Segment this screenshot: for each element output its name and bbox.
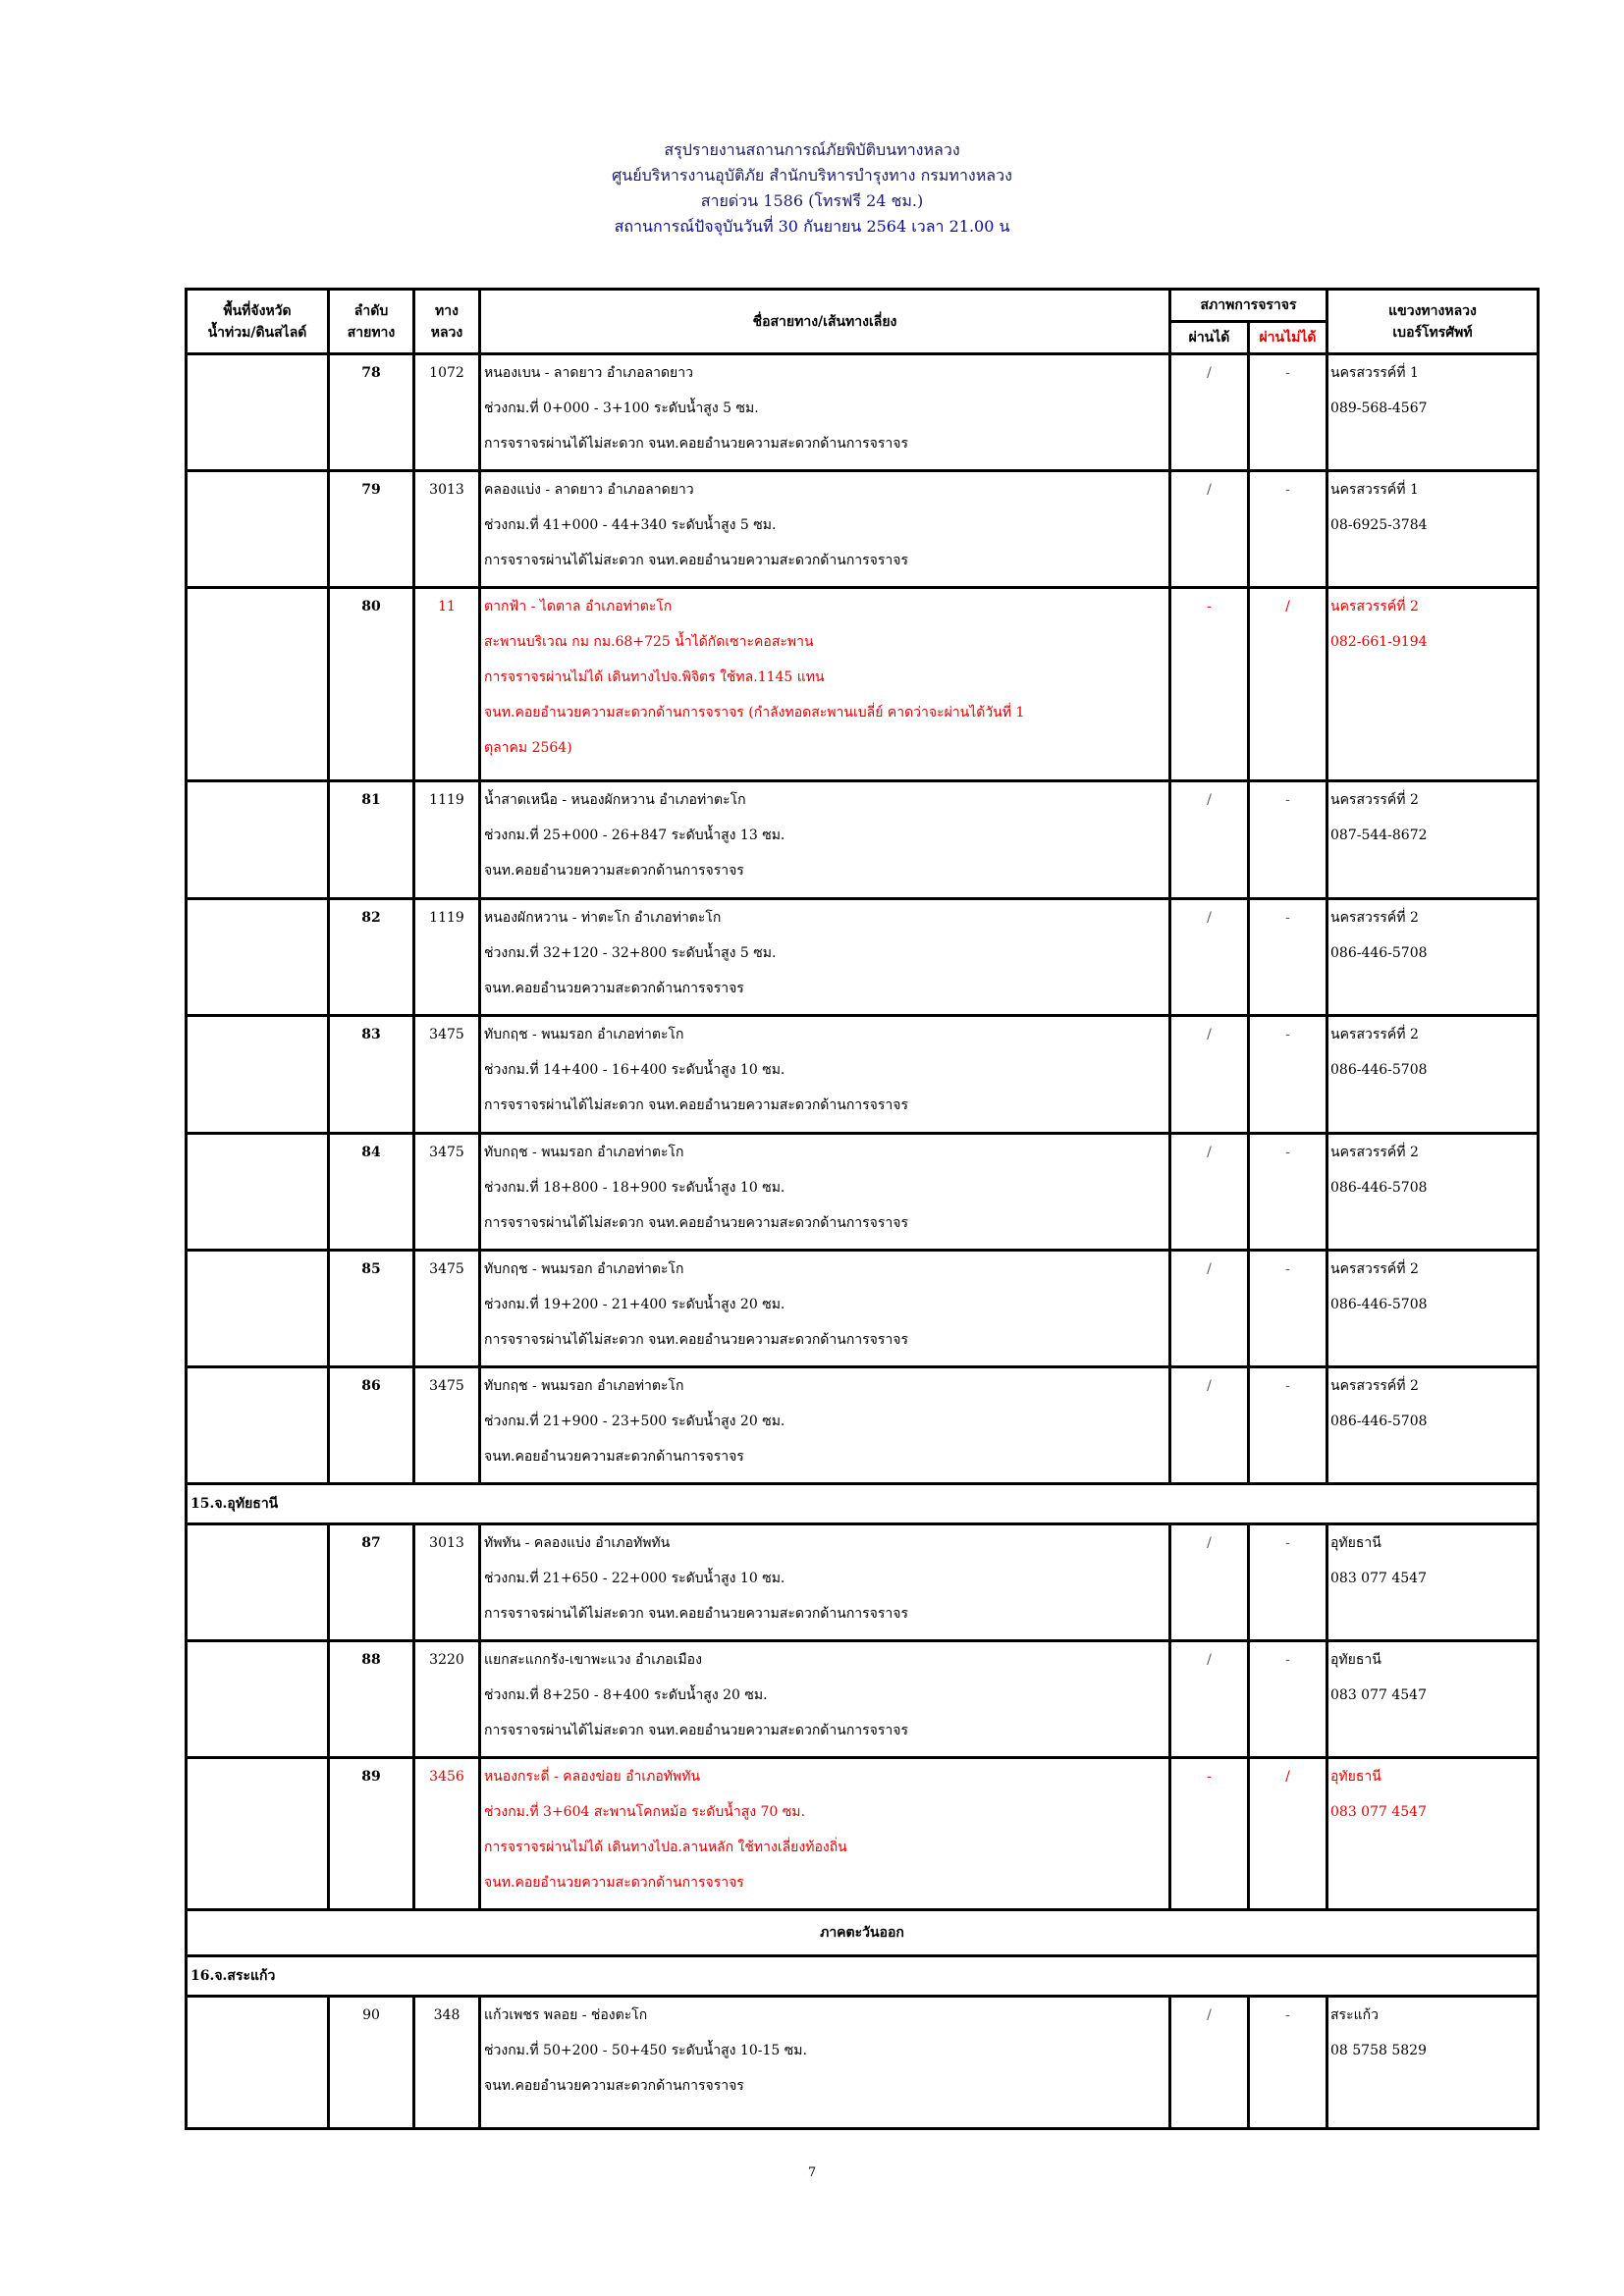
report-organization: ศูนย์บริหารงานอุบัติภัย สำนักบริหารบำรุงทาง กรมทางหลวง: [612, 166, 1012, 185]
cell-highway-number: 3475: [414, 1134, 480, 1251]
page-number: 7: [807, 2165, 817, 2180]
route-description-line: การจราจรผ่านได้ไม่สะดวก จนท.คอยอำนวยความสะดวกด้านการจราจร: [484, 1606, 908, 1622]
table-header-row-1: [187, 290, 1539, 322]
route-description-line: ทับกฤช - พนมรอก อำเภอท่าตะโก: [484, 1378, 684, 1394]
cell-route-description: [480, 1758, 1170, 1910]
province-section-title: 15.จ.อุทัยธานี: [187, 1484, 1539, 1524]
cell-office: [1327, 1367, 1539, 1484]
cell-passable: /: [1170, 1016, 1249, 1134]
cell-passable: /: [1170, 1641, 1249, 1758]
cell-route-description: [480, 588, 1170, 781]
cell-order-number: 84: [329, 1134, 414, 1251]
route-description-line: ช่วงกม.ที่ 50+200 - 50+450 ระดับน้ำสูง 10-15 ซม.: [484, 2043, 807, 2058]
route-description-line: แก้วเพชร พลอย - ช่องตะโก: [484, 2007, 648, 2023]
table-row: [187, 899, 1539, 1016]
cell-highway-number: 3013: [414, 471, 480, 588]
province-section-row: [187, 1956, 1539, 1997]
route-description-line: ช่วงกม.ที่ 21+900 - 23+500 ระดับน้ำสูง 20 ซม.: [484, 1414, 785, 1429]
cell-passable: /: [1170, 1134, 1249, 1251]
office-name: อุทัยธานี: [1330, 1769, 1381, 1785]
cell-office: [1327, 1134, 1539, 1251]
route-description-line: ช่วงกม.ที่ 18+800 - 18+900 ระดับน้ำสูง 10 ซม.: [484, 1180, 785, 1196]
office-name: อุทัยธานี: [1330, 1652, 1381, 1668]
cell-office: [1327, 588, 1539, 781]
region-title: ภาคตะวันออก: [187, 1910, 1539, 1956]
cell-passable: /: [1170, 1367, 1249, 1484]
cell-impassable: -: [1249, 781, 1327, 899]
cell-route-description: [480, 1524, 1170, 1641]
cell-highway-number: 1072: [414, 354, 480, 471]
cell-area: [187, 1641, 329, 1758]
route-description-line: จนท.คอยอำนวยความสะดวกด้านการจราจร: [484, 2078, 744, 2094]
route-description-line: แยกสะแกกรัง-เขาพะแวง อำเภอเมือง: [484, 1652, 702, 1668]
route-description-line: ช่วงกม.ที่ 8+250 - 8+400 ระดับน้ำสูง 20 ซม.: [484, 1687, 768, 1703]
cell-order-number: 87: [329, 1524, 414, 1641]
route-description-line: ช่วงกม.ที่ 21+650 - 22+000 ระดับน้ำสูง 10 ซม.: [484, 1571, 785, 1586]
office-name: นครสวรรค์ที่ 2: [1330, 910, 1419, 926]
route-description-line: จนท.คอยอำนวยความสะดวกด้านการจราจร (กำลังทอดสะพานเบลี่ย์ คาดว่าจะผ่านได้วันที่ 1: [484, 705, 1025, 721]
cell-area: [187, 899, 329, 1016]
cell-impassable: /: [1249, 588, 1327, 781]
cell-route-description: [480, 471, 1170, 588]
cell-highway-number: 3475: [414, 1251, 480, 1367]
cell-highway-number: 3456: [414, 1758, 480, 1910]
cell-area: [187, 1016, 329, 1134]
cell-impassable: -: [1249, 1016, 1327, 1134]
route-description-line: ช่วงกม.ที่ 19+200 - 21+400 ระดับน้ำสูง 20 ซม.: [484, 1297, 785, 1312]
cell-impassable: -: [1249, 1251, 1327, 1367]
road-status-table: [185, 288, 1540, 2130]
office-name: นครสวรรค์ที่ 2: [1330, 1027, 1419, 1042]
office-phone: 083 077 4547: [1330, 1687, 1427, 1703]
route-description-line: ตุลาคม 2564): [484, 740, 572, 756]
cell-passable: /: [1170, 1251, 1249, 1367]
office-phone: 082-661-9194: [1330, 634, 1428, 650]
cell-route-description: [480, 1641, 1170, 1758]
cell-area: [187, 1524, 329, 1641]
office-name: นครสวรรค์ที่ 1: [1330, 482, 1419, 498]
cell-order-number: 90: [329, 1997, 414, 2129]
table-row: [187, 1251, 1539, 1367]
cell-highway-number: 348: [414, 1997, 480, 2129]
table-row: [187, 1367, 1539, 1484]
cell-impassable: -: [1249, 1367, 1327, 1484]
cell-highway-number: 1119: [414, 781, 480, 899]
route-description-line: การจราจรผ่านไม่ได้ เดินทางไปอ.ลานหลัก ใช้ทางเลี่ยงท้องถิ่น: [484, 1840, 847, 1855]
table-row: [187, 1016, 1539, 1134]
cell-office: [1327, 1997, 1539, 2129]
route-description-line: ทับกฤช - พนมรอก อำเภอท่าตะโก: [484, 1261, 684, 1277]
cell-office: [1327, 781, 1539, 899]
route-description-line: การจราจรผ่านได้ไม่สะดวก จนท.คอยอำนวยความสะดวกด้านการจราจร: [484, 1097, 908, 1113]
route-description-line: ช่วงกม.ที่ 32+120 - 32+800 ระดับน้ำสูง 5 ซม.: [484, 945, 777, 961]
office-phone: 089-568-4567: [1330, 400, 1428, 416]
route-description-line: ช่วงกม.ที่ 25+000 - 26+847 ระดับน้ำสูง 13 ซม.: [484, 828, 785, 843]
column-header-highway: ทาง หลวง: [414, 290, 480, 354]
route-description-line: จนท.คอยอำนวยความสะดวกด้านการจราจร: [484, 863, 744, 879]
cell-highway-number: 1119: [414, 899, 480, 1016]
cell-highway-number: 3013: [414, 1524, 480, 1641]
office-name: นครสวรรค์ที่ 2: [1330, 792, 1419, 808]
cell-passable: /: [1170, 781, 1249, 899]
table-row: [187, 471, 1539, 588]
route-description-line: จนท.คอยอำนวยความสะดวกด้านการจราจร: [484, 981, 744, 996]
table-row: [187, 354, 1539, 471]
cell-office: [1327, 471, 1539, 588]
office-name: สระแก้ว: [1330, 2007, 1379, 2023]
report-header: [0, 137, 1624, 240]
report-situation-date: สถานการณ์ปัจจุบันวันที่ 30 กันยายน 2564 เวลา 21.00 น: [614, 217, 1010, 236]
office-name: นครสวรรค์ที่ 2: [1330, 1261, 1419, 1277]
cell-office: [1327, 1641, 1539, 1758]
province-section-title: 16.จ.สระแก้ว: [187, 1956, 1539, 1997]
column-header-impassable: ผ่านไม่ได้: [1249, 322, 1327, 354]
route-description-line: ทับกฤช - พนมรอก อำเภอท่าตะโก: [484, 1145, 684, 1160]
cell-area: [187, 1134, 329, 1251]
report-hotline: สายด่วน 1586 (โทรฟรี 24 ชม.): [700, 191, 924, 210]
cell-impassable: /: [1249, 1758, 1327, 1910]
cell-impassable: -: [1249, 1524, 1327, 1641]
cell-route-description: [480, 1251, 1170, 1367]
cell-office: [1327, 1016, 1539, 1134]
table-row: [187, 1641, 1539, 1758]
cell-order-number: 88: [329, 1641, 414, 1758]
office-name: นครสวรรค์ที่ 2: [1330, 1378, 1419, 1394]
office-name: นครสวรรค์ที่ 2: [1330, 1145, 1419, 1160]
route-description-line: หนองผักหวาน - ท่าตะโก อำเภอท่าตะโก: [484, 910, 722, 926]
cell-route-description: [480, 1997, 1170, 2129]
route-description-line: ช่วงกม.ที่ 3+604 สะพานโคกหม้อ ระดับน้ำสูง 70 ซม.: [484, 1804, 805, 1820]
cell-impassable: -: [1249, 471, 1327, 588]
cell-route-description: [480, 781, 1170, 899]
cell-area: [187, 1251, 329, 1367]
cell-area: [187, 781, 329, 899]
route-description-line: คลองแบ่ง - ลาดยาว อำเภอลาดยาว: [484, 482, 694, 498]
route-description-line: ทัพทัน - คลองแบ่ง อำเภอทัพทัน: [484, 1535, 671, 1551]
cell-office: [1327, 1758, 1539, 1910]
office-phone: 086-446-5708: [1330, 1180, 1428, 1196]
route-description-line: ตากฟ้า - ไดตาล อำเภอท่าตะโก: [484, 599, 673, 614]
route-description-line: หนองเบน - ลาดยาว อำเภอลาดยาว: [484, 365, 693, 381]
cell-highway-number: 3475: [414, 1016, 480, 1134]
cell-passable: /: [1170, 471, 1249, 588]
route-description-line: ช่วงกม.ที่ 0+000 - 3+100 ระดับน้ำสูง 5 ซม.: [484, 400, 759, 416]
office-phone: 086-446-5708: [1330, 1414, 1428, 1429]
column-header-order: ลำดับ สายทาง: [329, 290, 414, 354]
cell-order-number: 79: [329, 471, 414, 588]
office-phone: 086-446-5708: [1330, 945, 1428, 961]
cell-route-description: [480, 1134, 1170, 1251]
cell-highway-number: 11: [414, 588, 480, 781]
table-row: [187, 588, 1539, 781]
column-header-office: แขวงทางหลวง เบอร์โทรศัพท์: [1327, 290, 1539, 354]
cell-order-number: 83: [329, 1016, 414, 1134]
route-description-line: การจราจรผ่านได้ไม่สะดวก จนท.คอยอำนวยความสะดวกด้านการจราจร: [484, 1215, 908, 1231]
cell-passable: /: [1170, 354, 1249, 471]
office-phone: 086-446-5708: [1330, 1297, 1428, 1312]
cell-impassable: -: [1249, 1134, 1327, 1251]
cell-passable: -: [1170, 588, 1249, 781]
cell-impassable: -: [1249, 899, 1327, 1016]
cell-route-description: [480, 354, 1170, 471]
table-row: [187, 1524, 1539, 1641]
table-row: [187, 1997, 1539, 2129]
route-description-line: สะพานบริเวณ กม กม.68+725 น้ำได้กัดเซาะคอสะพาน: [484, 634, 814, 650]
cell-route-description: [480, 899, 1170, 1016]
route-description-line: จนท.คอยอำนวยความสะดวกด้านการจราจร: [484, 1875, 744, 1891]
cell-passable: /: [1170, 899, 1249, 1016]
route-description-line: น้ำสาดเหนือ - หนองผักหวาน อำเภอท่าตะโก: [484, 792, 746, 808]
cell-highway-number: 3220: [414, 1641, 480, 1758]
cell-area: [187, 471, 329, 588]
cell-order-number: 86: [329, 1367, 414, 1484]
cell-highway-number: 3475: [414, 1367, 480, 1484]
cell-order-number: 89: [329, 1758, 414, 1910]
table-row: [187, 1134, 1539, 1251]
office-phone: 08 5758 5829: [1330, 2043, 1427, 2058]
office-name: อุทัยธานี: [1330, 1535, 1381, 1551]
office-phone: 08-6925-3784: [1330, 517, 1428, 533]
cell-order-number: 80: [329, 588, 414, 781]
office-phone: 083 077 4547: [1330, 1804, 1427, 1820]
cell-order-number: 82: [329, 899, 414, 1016]
cell-impassable: -: [1249, 354, 1327, 471]
route-description-line: หนองกระดี่ - คลองข่อย อำเภอทัพทัน: [484, 1769, 701, 1785]
cell-area: [187, 354, 329, 471]
column-header-route-name: ชื่อสายทาง/เส้นทางเลี่ยง: [480, 290, 1170, 354]
cell-passable: /: [1170, 1997, 1249, 2129]
cell-passable: -: [1170, 1758, 1249, 1910]
route-description-line: ช่วงกม.ที่ 14+400 - 16+400 ระดับน้ำสูง 10 ซม.: [484, 1062, 785, 1078]
route-description-line: ทับกฤช - พนมรอก อำเภอท่าตะโก: [484, 1027, 684, 1042]
cell-office: [1327, 899, 1539, 1016]
region-row: [187, 1910, 1539, 1956]
office-name: นครสวรรค์ที่ 1: [1330, 365, 1419, 381]
route-description-line: การจราจรผ่านได้ไม่สะดวก จนท.คอยอำนวยความสะดวกด้านการจราจร: [484, 1332, 908, 1348]
table-row: [187, 1758, 1539, 1910]
route-description-line: การจราจรผ่านได้ไม่สะดวก จนท.คอยอำนวยความสะดวกด้านการจราจร: [484, 553, 908, 568]
cell-order-number: 81: [329, 781, 414, 899]
cell-office: [1327, 1251, 1539, 1367]
cell-impassable: -: [1249, 1641, 1327, 1758]
report-title: สรุปรายงานสถานการณ์ภัยพิบัติบนทางหลวง: [664, 140, 960, 159]
cell-order-number: 78: [329, 354, 414, 471]
cell-office: [1327, 1524, 1539, 1641]
route-description-line: การจราจรผ่านได้ไม่สะดวก จนท.คอยอำนวยความสะดวกด้านการจราจร: [484, 1723, 908, 1738]
column-header-traffic-status: สภาพการจราจร: [1170, 290, 1327, 322]
column-header-passable: ผ่านได้: [1170, 322, 1249, 354]
cell-route-description: [480, 1016, 1170, 1134]
route-description-line: การจราจรผ่านไม่ได้ เดินทางไปจ.พิจิตร ใช้ทล.1145 แทน: [484, 669, 825, 685]
office-name: นครสวรรค์ที่ 2: [1330, 599, 1419, 614]
cell-impassable: -: [1249, 1997, 1327, 2129]
office-phone: 087-544-8672: [1330, 828, 1428, 843]
office-phone: 083 077 4547: [1330, 1571, 1427, 1586]
route-description-line: จนท.คอยอำนวยความสะดวกด้านการจราจร: [484, 1449, 744, 1465]
column-header-area: พื้นที่จังหวัด น้ำท่วม/ดินสไลด์: [187, 290, 329, 354]
cell-area: [187, 1758, 329, 1910]
province-section-row: [187, 1484, 1539, 1524]
cell-area: [187, 1997, 329, 2129]
route-description-line: การจราจรผ่านได้ไม่สะดวก จนท.คอยอำนวยความสะดวกด้านการจราจร: [484, 436, 908, 452]
cell-office: [1327, 354, 1539, 471]
route-description-line: ช่วงกม.ที่ 41+000 - 44+340 ระดับน้ำสูง 5 ซม.: [484, 517, 777, 533]
office-phone: 086-446-5708: [1330, 1062, 1428, 1078]
cell-area: [187, 1367, 329, 1484]
cell-passable: /: [1170, 1524, 1249, 1641]
cell-area: [187, 588, 329, 781]
table-row: [187, 781, 1539, 899]
cell-order-number: 85: [329, 1251, 414, 1367]
cell-route-description: [480, 1367, 1170, 1484]
